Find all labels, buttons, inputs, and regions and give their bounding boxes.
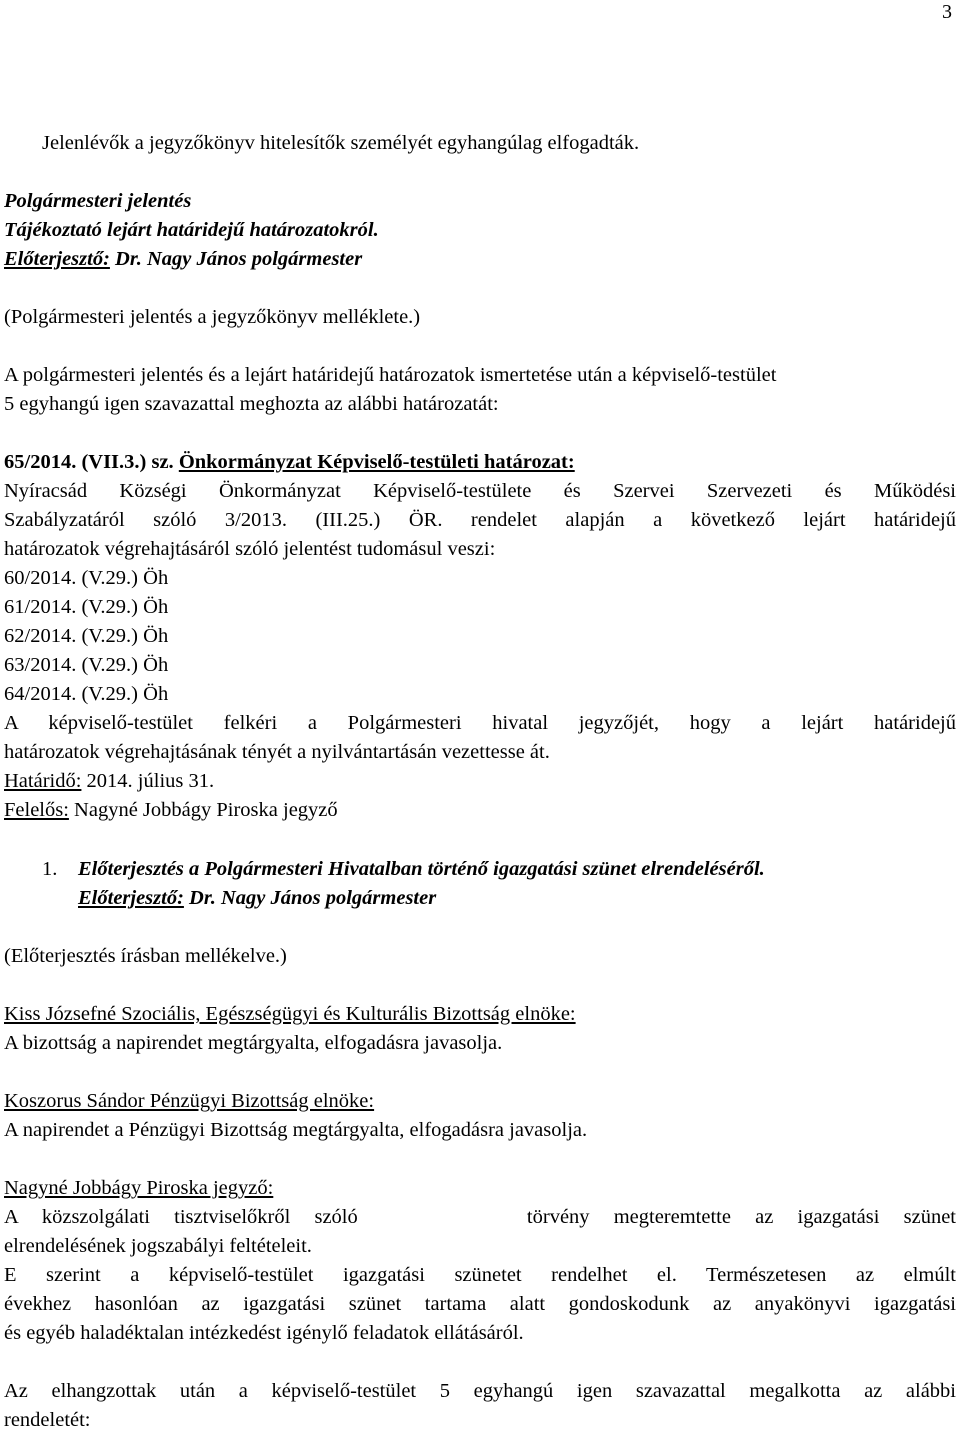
resolution-heading bbox=[4, 450, 575, 474]
presenter-name: Dr. Nagy János polgármester bbox=[109, 248, 363, 270]
agenda-presenter-name: Dr. Nagy János polgármester bbox=[183, 887, 437, 909]
notary-line-2: elrendelésének jogszabályi feltételeit. bbox=[4, 1235, 312, 1257]
agenda-attachment-note: (Előterjesztés írásban mellékelve.) bbox=[4, 945, 287, 967]
closing-line-2: rendeletét: bbox=[4, 1409, 91, 1431]
resolution-item: 62/2014. (V.29.) Öh bbox=[4, 625, 169, 647]
resolution-deadline bbox=[4, 769, 214, 793]
resolution-responsible bbox=[4, 798, 338, 822]
report-presenter bbox=[4, 247, 362, 271]
notary-line-1: A közszolgálati tisztviselőkről szóló törvény megteremtette az igazgatási szünet bbox=[4, 1206, 956, 1228]
resolution-request-line-1: A képviselő-testület felkéri a Polgármesteri hivatal jegyzőjét, hogy a lejárt határidejű bbox=[4, 712, 956, 734]
resolution-body-line-3: határozatok végrehajtásáról szóló jelentést tudomásul veszi: bbox=[4, 538, 496, 560]
agenda-item-number: 1. bbox=[42, 858, 58, 880]
notary-line-3: E szerint a képviselő-testület igazgatási szünetet rendelhet el. Természetesen az elmúlt bbox=[4, 1264, 956, 1286]
responsible-value: Nagyné Jobbágy Piroska jegyző bbox=[68, 799, 338, 821]
agenda-presenter-label: Előterjesztő: bbox=[78, 887, 184, 909]
committee2-text: A napirendet a Pénzügyi Bizottság megtárgyalta, elfogadásra javasolja. bbox=[4, 1119, 588, 1141]
notary-line-5: és egyéb haladéktalan intézkedést igénylő feladatok ellátásáról. bbox=[4, 1322, 524, 1344]
resolution-item: 61/2014. (V.29.) Öh bbox=[4, 596, 169, 618]
presenter-label: Előterjesztő: bbox=[4, 248, 110, 270]
notary-label: Nagyné Jobbágy Piroska jegyző: bbox=[4, 1177, 274, 1199]
closing-line-1: Az elhangzottak után a képviselő-testület 5 egyhangú igen szavazattal megalkotta az alábbi bbox=[4, 1380, 956, 1402]
deadline-value: 2014. július 31. bbox=[81, 770, 215, 792]
committee1-text: A bizottság a napirendet megtárgyalta, elfogadásra javasolja. bbox=[4, 1032, 503, 1054]
report-vote-line-1: A polgármesteri jelentés és a lejárt határidejű határozatok ismertetése után a képviselő-testület bbox=[4, 364, 777, 386]
report-vote-line-2: 5 egyhangú igen szavazattal meghozta az alábbi határozatát: bbox=[4, 393, 499, 415]
resolution-number: 65/2014. (VII.3.) sz. bbox=[4, 451, 174, 473]
committee1-label: Kiss Józsefné Szociális, Egészségügyi és Kulturális Bizottság elnöke: bbox=[4, 1003, 576, 1025]
report-title: Polgármesteri jelentés bbox=[4, 190, 192, 212]
resolution-request-line-2: határozatok végrehajtásának tényét a nyilvántartásán vezettesse át. bbox=[4, 741, 550, 763]
agenda-item-presenter bbox=[78, 886, 436, 910]
resolution-item: 64/2014. (V.29.) Öh bbox=[4, 683, 169, 705]
agenda-item-title: Előterjesztés a Polgármesteri Hivatalban történő igazgatási szünet elrendeléséről. bbox=[78, 858, 765, 880]
page-number: 3 bbox=[942, 1, 952, 23]
deadline-label: Határidő: bbox=[4, 770, 82, 792]
committee2-label: Koszorus Sándor Pénzügyi Bizottság elnöke: bbox=[4, 1090, 375, 1112]
resolution-title: Önkormányzat Képviselő-testületi határozat: bbox=[178, 451, 575, 473]
report-subtitle: Tájékoztató lejárt határidejű határozatokról. bbox=[4, 219, 379, 241]
resolution-item: 60/2014. (V.29.) Öh bbox=[4, 567, 169, 589]
resolution-item: 63/2014. (V.29.) Öh bbox=[4, 654, 169, 676]
resolution-body-line-1: Nyíracsád Községi Önkormányzat Képviselő-testülete és Szervei Szervezeti és Működési bbox=[4, 480, 956, 502]
resolution-body-line-2: Szabályzatáról szóló 3/2013. (III.25.) ÖR. rendelet alapján a következő lejárt határidejű bbox=[4, 509, 956, 531]
notary-line-4: évekhez hasonlóan az igazgatási szünet tartama alatt gondoskodunk az anyakönyvi igazgatási bbox=[4, 1293, 956, 1315]
responsible-label: Felelős: bbox=[4, 799, 69, 821]
report-attachment-note: (Polgármesteri jelentés a jegyzőkönyv melléklete.) bbox=[4, 306, 421, 328]
intro-text: Jelenlévők a jegyzőkönyv hitelesítők személyét egyhangúlag elfogadták. bbox=[42, 132, 640, 154]
